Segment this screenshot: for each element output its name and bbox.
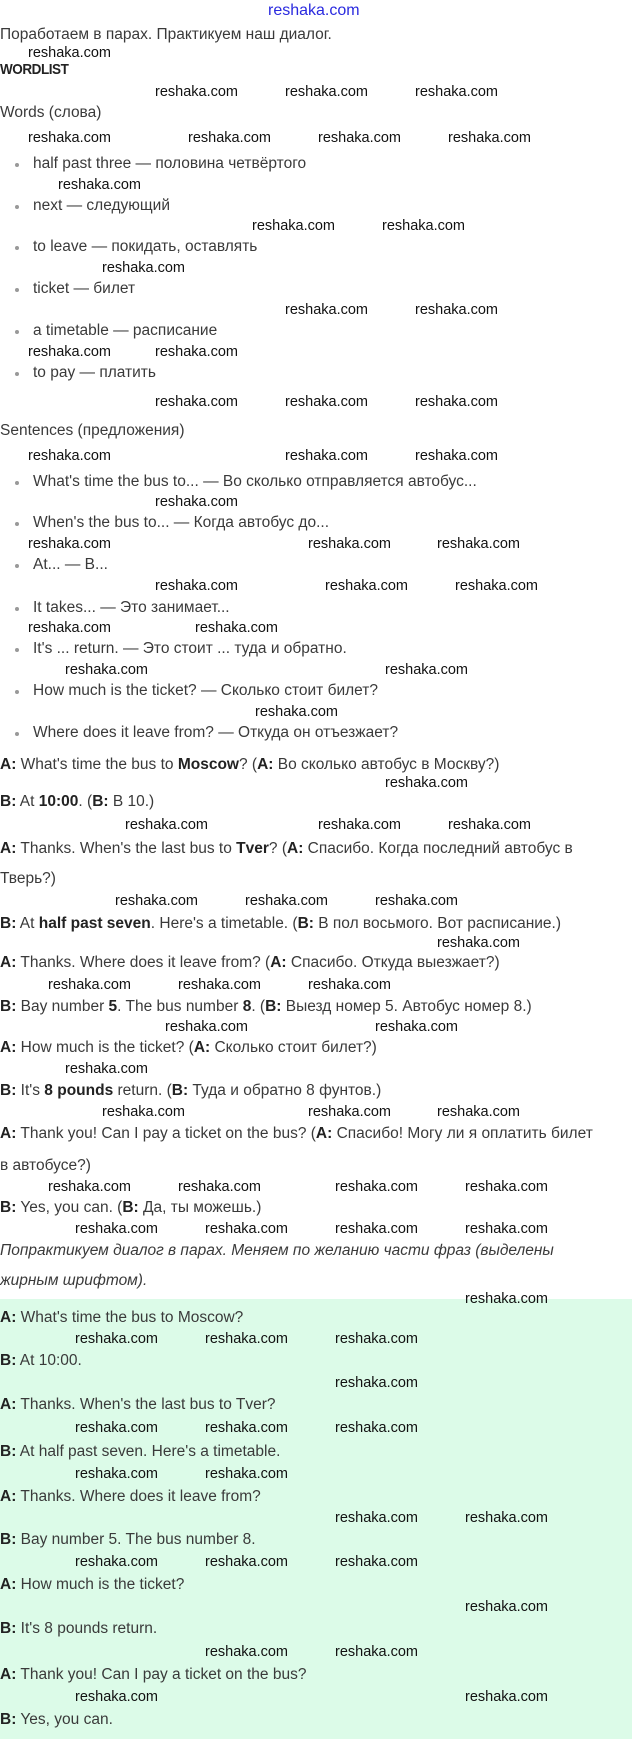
bold-text: A: [0,1309,17,1326]
bold-text: Moscow [177,756,239,773]
practice-note-line-2: жирным шрифтом). [0,1272,148,1289]
bold-text: B: [122,1199,139,1216]
text: Yes, you can. [16,1711,113,1728]
watermark-text: reshaka.com [102,260,186,276]
watermark-text: reshaka.com [65,662,149,678]
bold-text: A: [0,1488,17,1505]
watermark-text: reshaka.com [28,45,112,61]
text: Yes, you can. ( [16,1199,123,1216]
watermark-text: reshaka.com [437,1104,521,1120]
bold-text: B: [0,1082,17,1099]
watermark-text: reshaka.com [448,130,532,146]
watermark-text: reshaka.com [318,130,402,146]
watermark-text: reshaka.com [28,536,112,552]
list-item: a timetable — расписание [33,322,218,339]
watermark-text: reshaka.com [285,84,369,100]
watermark-text: reshaka.com [335,1510,419,1526]
list-item: half past three — половина четвёртого [33,155,307,172]
watermark-text: reshaka.com [375,1019,459,1035]
bold-text: A: [0,840,17,857]
watermark-text: reshaka.com [28,344,112,360]
text: How much is the ticket? ( [16,1039,194,1056]
watermark-text: reshaka.com [28,620,112,636]
watermark-text: reshaka.com [465,1689,549,1705]
dialogue-line [0,1156,91,1176]
bold-text: 10:00 [38,793,79,810]
text: в автобусе?) [0,1157,91,1174]
dialogue-line [0,792,154,812]
watermark-text: reshaka.com [308,1104,392,1120]
watermark-text: reshaka.com [178,1179,262,1195]
watermark-text: reshaka.com [465,1221,549,1237]
watermark-text: reshaka.com [102,1104,186,1120]
list-item: It takes... — Это занимает... [33,599,230,616]
watermark-text: reshaka.com [155,344,239,360]
text: Да, ты можешь.) [138,1199,262,1216]
watermark-text: reshaka.com [75,1689,159,1705]
text: В 10.) [108,793,155,810]
intro-text: Поработаем в парах. Практикуем наш диалог. [0,26,332,43]
text: Выезд номер 5. Автобус номер 8.) [281,998,532,1015]
watermark-text: reshaka.com [75,1221,159,1237]
watermark-text: reshaka.com [255,704,339,720]
dialogue-line [0,1081,381,1101]
bold-text: B: [92,793,109,810]
watermark-text: reshaka.com [465,1510,549,1526]
watermark-text: reshaka.com [448,817,532,833]
watermark-text: reshaka.com [245,893,329,909]
watermark-text: reshaka.com [318,817,402,833]
wordlist-heading: WORDLIST [0,61,69,78]
list-item: What's time the bus to... — Во сколько отправляется автобус... [33,473,477,490]
watermark-text: reshaka.com [465,1179,549,1195]
dialogue-line [0,953,500,973]
bold-text: A: [0,1576,17,1593]
text: At half past seven. Here's a timetable. [16,1443,281,1460]
watermark-text: reshaka.com [48,977,132,993]
dialogue-line [0,1038,377,1058]
dialogue-line [0,839,573,859]
bold-text: B: [0,915,17,932]
watermark-text: reshaka.com [335,1179,419,1195]
bold-text: B: [0,1620,17,1637]
watermark-text: reshaka.com [415,302,499,318]
watermark-text: reshaka.com [465,1599,549,1615]
bold-text: 8 [242,998,252,1015]
text: Спасибо. Откуда выезжает?) [286,954,500,971]
text: Туда и обратно 8 фунтов.) [188,1082,382,1099]
text: Сколько стоит билет?) [210,1039,377,1056]
watermark-text: reshaka.com [205,1221,289,1237]
watermark-text: reshaka.com [195,620,279,636]
watermark-text: reshaka.com [205,1331,289,1347]
bold-text: A: [0,1039,17,1056]
dialogue-line [0,755,499,775]
watermark-text: reshaka.com [308,536,392,552]
bullet-icon [15,732,19,736]
dialogue-line [0,1575,184,1595]
watermark-text: reshaka.com [335,1331,419,1347]
bold-text: 8 pounds [44,1082,114,1099]
watermark-text: reshaka.com [155,394,239,410]
watermark-text: reshaka.com [75,1420,159,1436]
list-item: Where does it leave from? — Откуда он отъезжает? [33,724,399,741]
text: Thanks. Where does it leave from? [16,1488,261,1505]
practice-note-line-1: Попрактикуем диалог в парах. Меняем по желанию части фраз (выделены [0,1242,554,1259]
list-item: It's ... return. — Это стоит ... туда и обратно. [33,640,347,657]
text: It's 8 pounds return. [16,1620,158,1637]
bold-text: A: [0,1396,17,1413]
sentences-heading: Sentences (предложения) [0,422,185,439]
dialogue-line [0,1487,261,1507]
bold-text: A: [257,756,274,773]
bold-text: B: [0,793,17,810]
bold-text: B: [171,1082,189,1099]
text: . Here's a timetable. ( [150,915,298,932]
text: Bay number 5. The bus number 8. [16,1531,256,1548]
watermark-text: reshaka.com [285,448,369,464]
watermark-text: reshaka.com [437,536,521,552]
text: Thanks. When's the last bus to Tver? [16,1396,276,1413]
bold-text: B: [265,998,282,1015]
watermark-text: reshaka.com [252,218,336,234]
dialogue-line [0,1710,113,1730]
bold-text: A: [0,756,17,773]
dialogue-line [0,1308,243,1328]
watermark-text: reshaka.com [125,817,209,833]
bullet-icon [15,690,19,694]
watermark-text: reshaka.com [285,394,369,410]
bullet-icon [15,522,19,526]
bullet-icon [15,372,19,376]
bold-text: A: [270,954,287,971]
text: Thanks. When's the last bus to [16,840,237,857]
text: . ( [251,998,266,1015]
bullet-icon [15,607,19,611]
text: Bay number [16,998,109,1015]
list-item: At... — В... [33,556,108,573]
text: Thank you! Can I pay a ticket on the bus? [16,1666,307,1683]
dialogue-line [0,1442,280,1462]
watermark-text: reshaka.com [205,1644,289,1660]
watermark-text: reshaka.com [48,1179,132,1195]
list-item: next — следующий [33,197,170,214]
text: . ( [78,793,93,810]
watermark-text: reshaka.com [205,1554,289,1570]
site-logo-watermark: reshaka.com [268,2,360,19]
text: At [16,915,39,932]
bold-text: A: [287,840,304,857]
text: At [16,793,39,810]
dialogue-line [0,914,561,934]
watermark-text: reshaka.com [155,578,239,594]
bold-text: A: [315,1125,333,1142]
text: What's time the bus to [16,756,178,773]
watermark-text: reshaka.com [415,84,499,100]
bold-text: A: [0,954,17,971]
watermark-text: reshaka.com [335,1221,419,1237]
words-heading: Words (слова) [0,104,102,121]
text: Тверь?) [0,870,56,887]
text: It's [16,1082,45,1099]
bullet-icon [15,288,19,292]
watermark-text: reshaka.com [335,1420,419,1436]
watermark-text: reshaka.com [165,1019,249,1035]
dialogue-line [0,869,56,889]
text: Thanks. Where does it leave from? ( [16,954,271,971]
bold-text: Tver [236,840,269,857]
bold-text: B: [0,1711,17,1728]
text: Спасибо! Могу ли я оплатить билет [332,1125,593,1142]
dialogue-line [0,1395,276,1415]
list-item: When's the bus to... — Когда автобус до... [33,514,330,531]
watermark-text: reshaka.com [382,218,466,234]
watermark-text: reshaka.com [155,494,239,510]
watermark-text: reshaka.com [335,1375,419,1391]
watermark-text: reshaka.com [28,448,112,464]
bullet-icon [15,648,19,652]
text: ? ( [268,840,287,857]
bold-text: A: [0,1125,17,1142]
bullet-icon [15,163,19,167]
watermark-text: reshaka.com [28,130,112,146]
watermark-text: reshaka.com [415,448,499,464]
bold-text: B: [0,1443,17,1460]
bold-text: half past seven [38,915,151,932]
watermark-text: reshaka.com [437,935,521,951]
watermark-text: reshaka.com [415,394,499,410]
watermark-text: reshaka.com [325,578,409,594]
dialogue-line [0,1530,256,1550]
bold-text: A: [0,1666,17,1683]
bold-text: B: [0,1352,17,1369]
watermark-text: reshaka.com [385,775,469,791]
bullet-icon [15,246,19,250]
text: ? ( [239,756,258,773]
dialogue-line [0,1619,157,1639]
dialogue-line [0,997,532,1017]
dialogue-line [0,1351,82,1371]
watermark-text: reshaka.com [205,1420,289,1436]
list-item: to leave — покидать, оставлять [33,238,258,255]
bold-text: A: [193,1039,211,1056]
watermark-text: reshaka.com [308,977,392,993]
watermark-text: reshaka.com [65,1061,149,1077]
text: At 10:00. [16,1352,82,1369]
bullet-icon [15,205,19,209]
watermark-text: reshaka.com [155,84,239,100]
bold-text: 5 [108,998,118,1015]
bold-text: B: [0,1199,17,1216]
text: Спасибо. Когда последний автобус в [303,840,573,857]
text: Thank you! Can I pay a ticket on the bus? ( [16,1125,316,1142]
watermark-text: reshaka.com [385,662,469,678]
text: Во сколько автобус в Москву?) [273,756,500,773]
text: return. ( [113,1082,172,1099]
dialogue-line [0,1198,261,1218]
watermark-text: reshaka.com [465,1291,549,1307]
watermark-text: reshaka.com [75,1554,159,1570]
watermark-text: reshaka.com [335,1554,419,1570]
bold-text: B: [297,915,314,932]
bullet-icon [15,481,19,485]
watermark-text: reshaka.com [205,1466,289,1482]
bullet-icon [15,564,19,568]
watermark-text: reshaka.com [455,578,539,594]
text: What's time the bus to Moscow? [16,1309,244,1326]
dialogue-line [0,1665,306,1685]
watermark-text: reshaka.com [75,1466,159,1482]
list-item: ticket — билет [33,280,136,297]
watermark-text: reshaka.com [375,893,459,909]
watermark-text: reshaka.com [58,177,142,193]
text: . The bus number [117,998,243,1015]
watermark-text: reshaka.com [178,977,262,993]
bold-text: B: [0,1531,17,1548]
dialogue-line [0,1124,593,1144]
bold-text: B: [0,998,17,1015]
list-item: to pay — платить [33,364,156,381]
list-item: How much is the ticket? — Сколько стоит билет? [33,682,378,699]
bullet-icon [15,330,19,334]
text: How much is the ticket? [16,1576,185,1593]
watermark-text: reshaka.com [285,302,369,318]
watermark-text: reshaka.com [115,893,199,909]
watermark-text: reshaka.com [335,1644,419,1660]
watermark-text: reshaka.com [75,1331,159,1347]
text: В пол восьмого. Вот расписание.) [313,915,561,932]
watermark-text: reshaka.com [188,130,272,146]
